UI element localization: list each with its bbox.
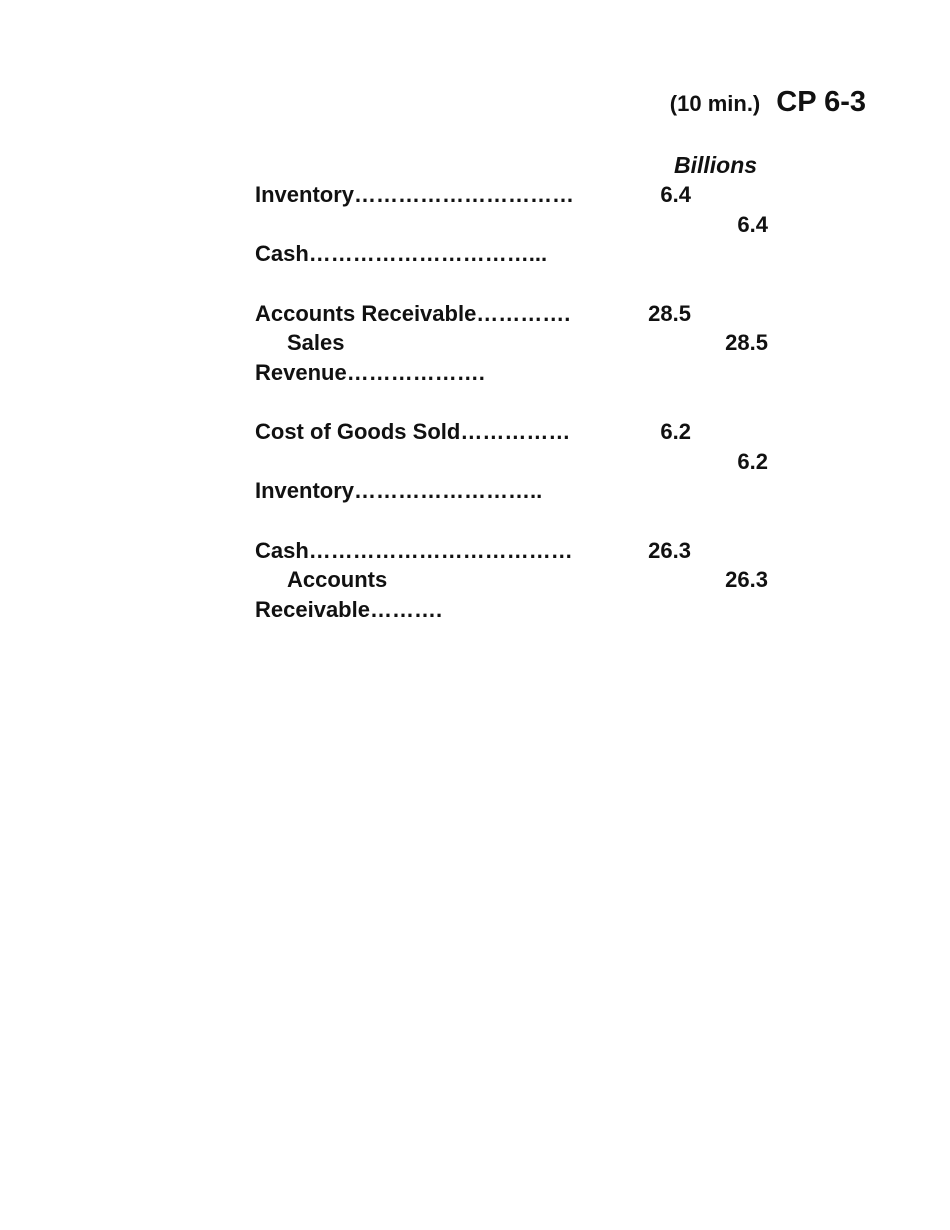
debit-amount: 28.5 xyxy=(648,300,691,326)
account-name: Cash…………………………... xyxy=(255,241,548,266)
entry-line xyxy=(255,358,775,388)
account-name: Cash……………………………… xyxy=(255,537,573,563)
entry-line xyxy=(255,328,775,358)
credit-amount: 28.5 xyxy=(725,330,768,355)
account-name: Inventory………………………… xyxy=(255,182,575,207)
debit-amount: 6.2 xyxy=(660,419,691,444)
account-name: Cost of Goods Sold…………… xyxy=(255,419,571,444)
entry-line xyxy=(255,565,775,595)
page-header xyxy=(670,86,866,119)
entry-line xyxy=(255,299,775,329)
entry-line xyxy=(255,536,775,566)
entry-line xyxy=(255,595,775,625)
entry-line xyxy=(255,447,775,477)
units-label: Billions xyxy=(674,152,758,178)
journal-entry-1 xyxy=(255,180,775,269)
journal-entry-4 xyxy=(255,536,775,625)
problem-id: CP 6-3 xyxy=(776,86,866,118)
entry-line xyxy=(255,239,775,269)
account-name: Accounts xyxy=(287,567,388,592)
account-name: Revenue………………. xyxy=(255,359,485,385)
time-estimate: (10 min.) xyxy=(669,91,761,116)
debit-amount: 6.4 xyxy=(660,182,691,207)
credit-amount: 26.3 xyxy=(725,567,768,592)
journal-entries xyxy=(255,180,775,654)
account-name: Accounts Receivable…………. xyxy=(255,300,571,326)
credit-amount: 6.4 xyxy=(737,211,768,237)
journal-entry-2 xyxy=(255,299,775,388)
entry-line xyxy=(255,210,775,240)
credit-amount: 6.2 xyxy=(737,448,768,474)
entry-line xyxy=(255,476,775,506)
entry-line xyxy=(255,417,775,447)
entry-line xyxy=(255,180,775,210)
journal-entry-3 xyxy=(255,417,775,506)
account-name: Receivable………. xyxy=(255,596,443,622)
account-name: Inventory…………………….. xyxy=(255,478,543,503)
debit-amount: 26.3 xyxy=(648,537,691,563)
account-name: Sales xyxy=(287,330,345,355)
